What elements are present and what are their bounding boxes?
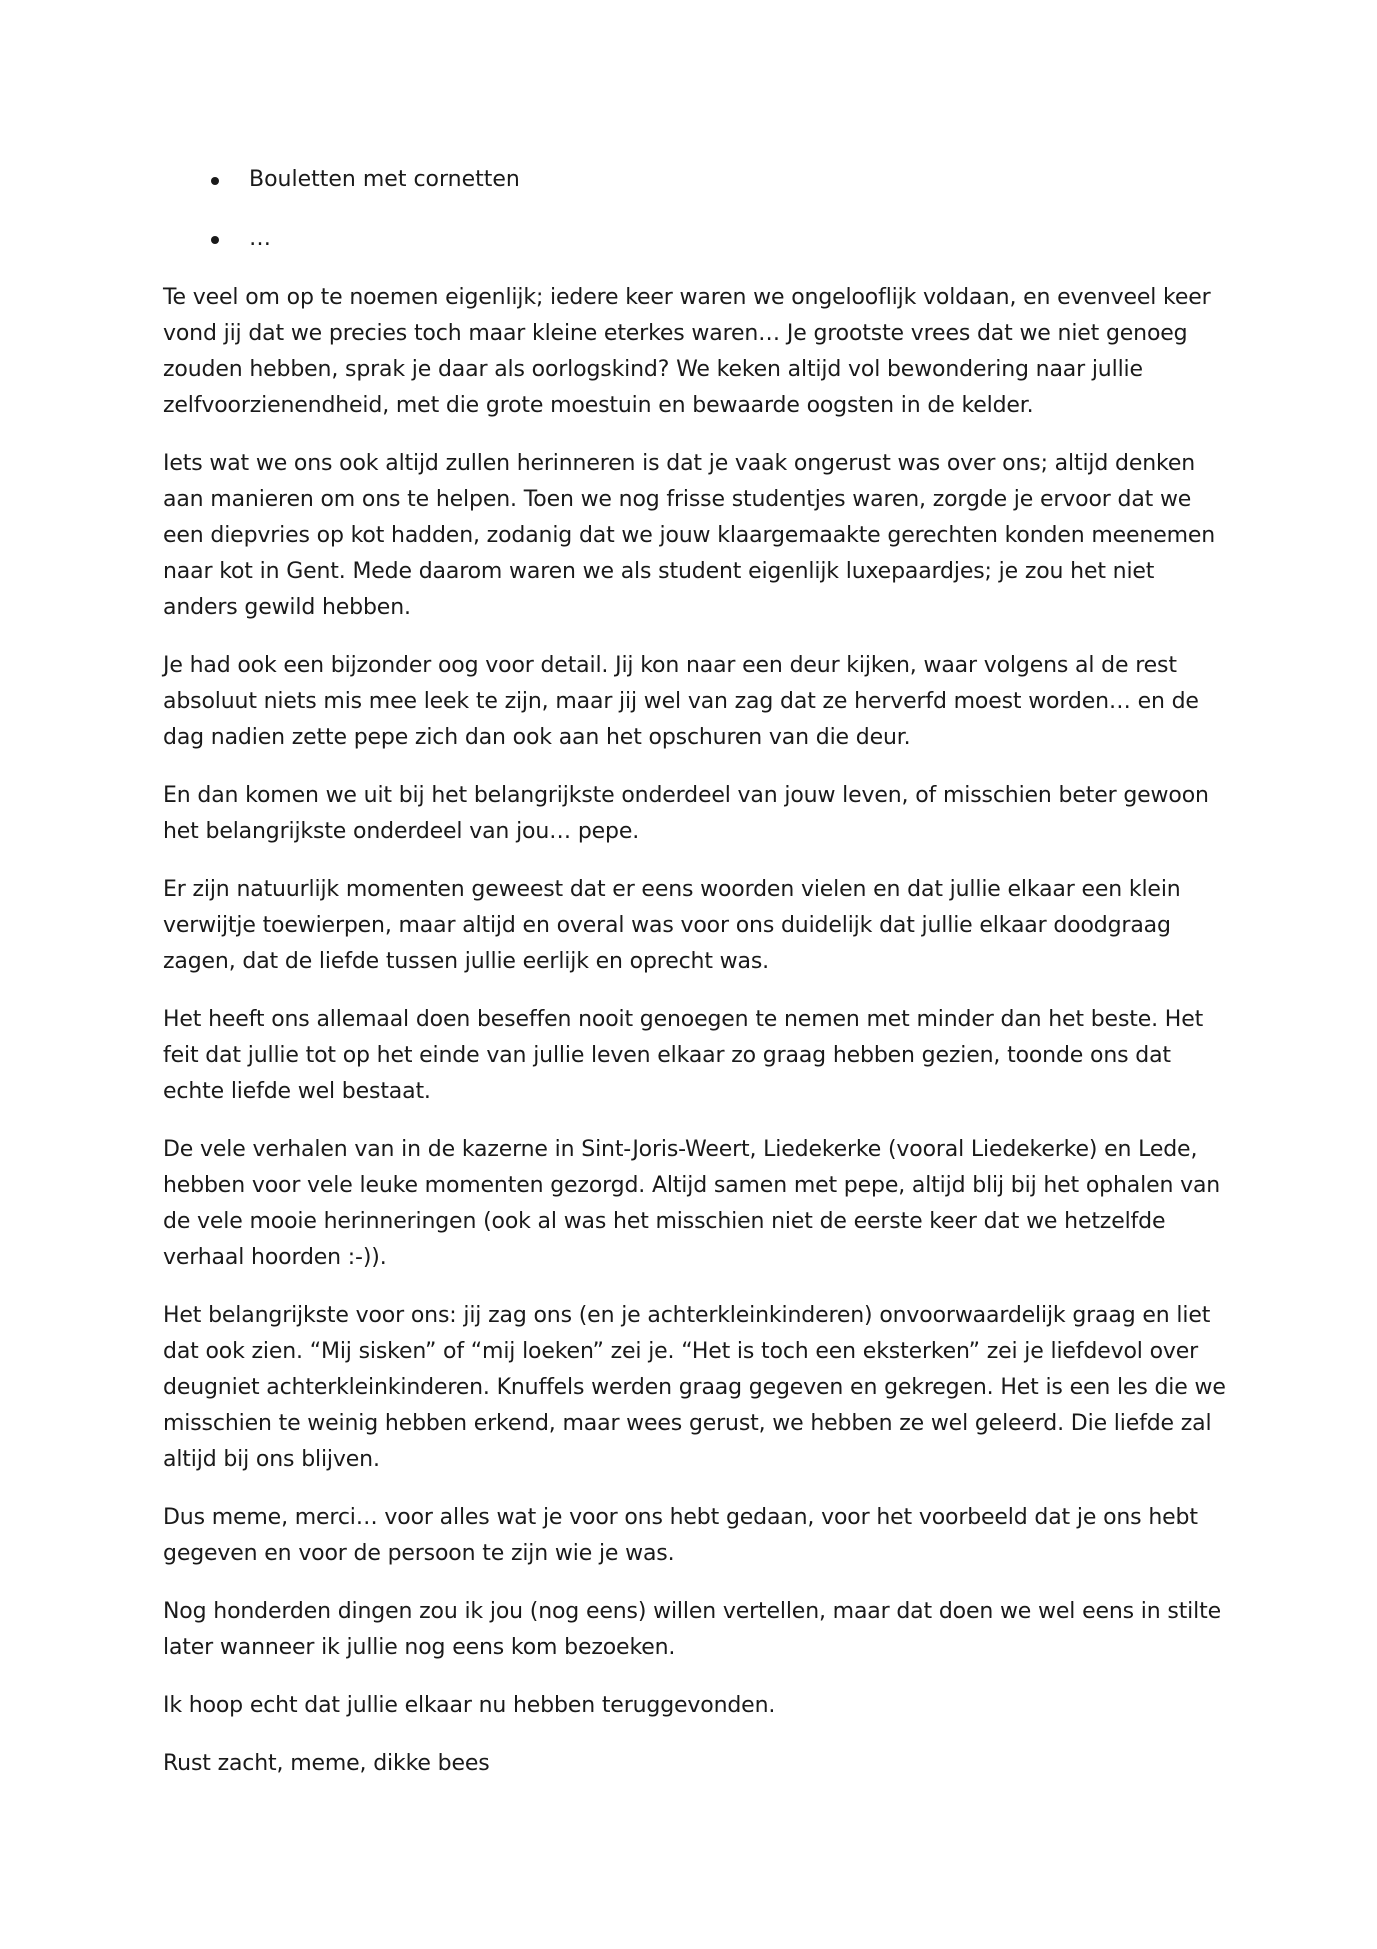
bullet-icon	[211, 236, 219, 244]
paragraph: Nog honderden dingen zou ik jou (nog eens) willen vertellen, maar dat doen we wel eens in stilte later wanneer ik jullie nog eens kom bezoeken.	[163, 1599, 1221, 1660]
paragraph: Het heeft ons allemaal doen beseffen nooit genoegen te nemen met minder dan het beste. Het feit dat jullie tot op het einde van jullie leven elkaar zo graag hebben gezien, toonde ons dat echte liefde wel bestaat.	[163, 1007, 1204, 1104]
bullet-icon	[211, 177, 219, 185]
paragraph: Je had ook een bijzonder oog voor detail. Jij kon naar een deur kijken, waar volgens al de rest absoluut niets mis mee leek te zijn, maar jij wel van zag dat ze herverfd moest worden… en de dag nadien zette pepe zich dan ook aan het opschuren van die deur.	[163, 653, 1199, 750]
list-item-text: …	[249, 226, 271, 251]
paragraph: Er zijn natuurlijk momenten geweest dat er eens woorden vielen en dat jullie elkaar een klein verwijtje toewierpen, maar altijd en overal was voor ons duidelijk dat jullie elkaar doodgraag zagen, dat de liefde tussen jullie eerlijk en oprecht was.	[163, 877, 1181, 974]
paragraph: Ik hoop echt dat jullie elkaar nu hebben teruggevonden.	[163, 1693, 776, 1718]
paragraph: De vele verhalen van in de kazerne in Sint-Joris-Weert, Liedekerke (vooral Liedekerke) en Lede, hebben voor vele leuke momenten gezorgd. Altijd samen met pepe, altijd blij bij het ophalen van de vele mooie herinneringen (ook al was het misschien niet de eerste keer dat we hetzelfde verhaal hoorden :-)).	[163, 1137, 1221, 1270]
bullet-list	[163, 162, 1227, 257]
paragraph: Iets wat we ons ook altijd zullen herinneren is dat je vaak ongerust was over ons; altijd denken aan manieren om ons te helpen. Toen we nog frisse studentjes waren, zorgde je ervoor dat we een diepvries op kot hadden, zodanig dat we jouw klaargemaakte gerechten konden meenemen naar kot in Gent. Mede daarom waren we als student eigenlijk luxepaardjes; je zou het niet anders gewild hebben.	[163, 451, 1216, 620]
paragraph: En dan komen we uit bij het belangrijkste onderdeel van jouw leven, of misschien beter gewoon het belangrijkste onderdeel van jou… pepe.	[163, 783, 1209, 844]
paragraph: Het belangrijkste voor ons: jij zag ons (en je achterkleinkinderen) onvoorwaardelijk graag en liet dat ook zien. “Mij sisken” of “mij loeken” zei je. “Het is toch een eksterken” zei je liefdevol over deugniet achterkleinkinderen. Knuffels werden graag gegeven en gekregen. Het is een les die we misschien te weinig hebben erkend, maar wees gerust, we hebben ze wel geleerd. Die liefde zal altijd bij ons blijven.	[163, 1303, 1226, 1472]
list-item	[163, 221, 1227, 257]
list-item	[163, 162, 1227, 198]
paragraph: Dus meme, merci… voor alles wat je voor ons hebt gedaan, voor het voorbeeld dat je ons hebt gegeven en voor de persoon te zijn wie je was.	[163, 1505, 1198, 1566]
list-item-text: Bouletten met cornetten	[249, 167, 520, 192]
paragraph: Te veel om op te noemen eigenlijk; iedere keer waren we ongelooflijk voldaan, en evenveel keer vond jij dat we precies toch maar kleine eterkes waren… Je grootste vrees dat we niet genoeg zouden hebben, sprak je daar als oorlogskind? We keken altijd vol bewondering naar jullie zelfvoorzienendheid, met die grote moestuin en bewaarde oogsten in de kelder.	[163, 285, 1211, 418]
closing-line: Rust zacht, meme, dikke bees	[163, 1751, 490, 1776]
